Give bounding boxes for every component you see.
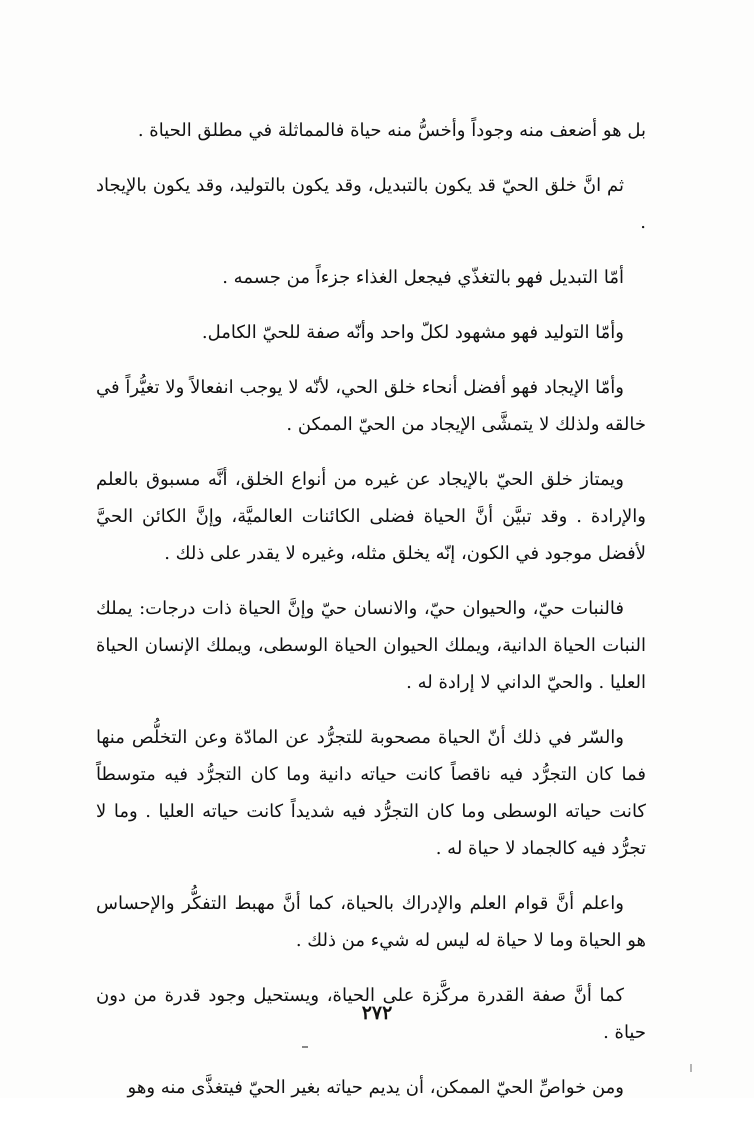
paragraph-9: واعلم أنَّ قوام العلم والإدراك بالحياة، كما أنَّ مهبط التفكُّر والإحساس هو الحياة وما لا حياة له ليس له شيء من ذلك . [96,893,646,951]
paragraph-8: والسّر في ذلك أنّ الحياة مصحوبة للتجرُّد عن المادّة وعن التخلُّص منها فما كان التجرُّد فيه ناقصاً كانت حياته دانية وما كان التجرُّد فيه متوسطاً كانت حياته الوسطى وما كان التجرُّد فيه شديداً كانت حياته العليا . وما لا تجرُّد فيه كالجماد لا حياة له . [96,727,646,859]
page-number: ٢٧٢ [361,1002,393,1024]
paragraph-4: وأمّا التوليد فهو مشهود لكلّ واحد وأنّه صفة للحيّ الكامل. [201,322,624,343]
scan-edge-mark [690,1064,692,1072]
paragraph-11: ومن خواصِّ الحيّ الممكن، أن يديم حياته بغير الحيّ فيتغذَّى منه وهو [127,1077,624,1098]
paragraph-1: بل هو أضعف منه وجوداً وأخسُّ منه حياة فالمماثلة في مطلق الحياة . [137,120,646,141]
paragraph-7: فالنبات حيّ، والحيوان حيّ، والانسان حيّ وإنَّ الحياة ذات درجات: يملك النبات الحياة الدانية، ويملك الحيوان الحياة الوسطى، ويملك الإنسان الحياة العليا . والحيّ الداني لا إرادة له . [96,598,646,693]
paragraph-5: وأمّا الإيجاد فهو أفضل أنحاء خلق الحي، لأنّه لا يوجب انفعالاً ولا تغيُّراً في خالقه ولذلك لا يتمشَّى الإيجاد من الحيّ الممكن . [96,377,646,435]
paragraph-3: أمّا التبديل فهو بالتغذّي فيجعل الغذاء جزءاً من جسمه . [222,267,624,288]
body-text [96,112,646,1124]
scan-mark [302,1046,308,1048]
paragraph-2: ثم انَّ خلق الحيّ قد يكون بالتبديل، وقد يكون بالتوليد، وقد يكون بالإيجاد . [96,175,646,233]
paragraph-6: ويمتاز خلق الحيّ بالإيجاد عن غيره من أنواع الخلق، أنَّه مسبوق بالعلم والإرادة . وقد تبيَّن أنَّ الحياة فضلى الكائنات العالميَّة، وإنَّ الكائن الحيَّ لأفضل موجود في الكون، إنّه يخلق مثله، وغيره لا يقدر على ذلك . [96,469,646,564]
paragraph-10: كما أنَّ صفة القدرة مركَّزة على الحياة، ويستحيل وجود قدرة من دون حياة . [96,985,646,1043]
